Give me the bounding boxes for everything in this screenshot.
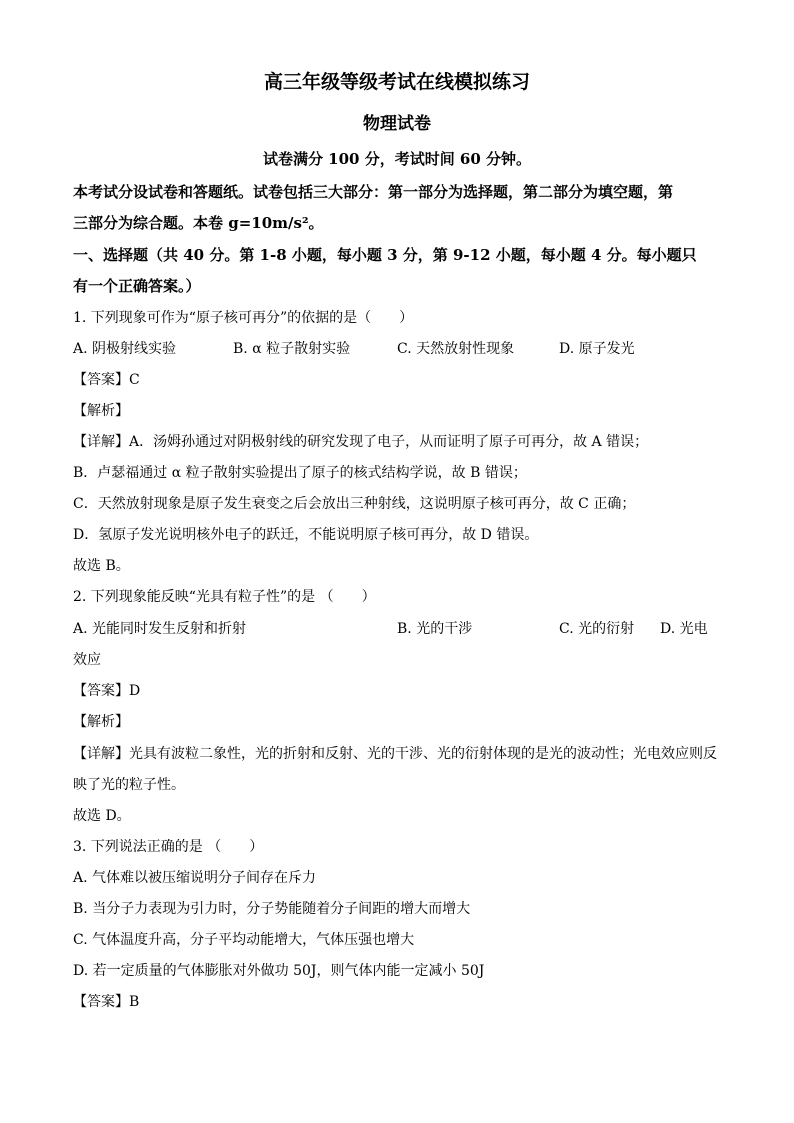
subject-title: 物理试卷 <box>363 114 431 134</box>
question-3-answer: 【答案】B <box>73 994 140 1010</box>
question-1-detail-line: D．氢原子发光说明核外电子的跃迁，不能说明原子核可再分，故 D 错误。 <box>73 527 539 543</box>
question-2-option-a: A. 光能同时发生反射和折射 <box>73 621 247 637</box>
question-1-stem: 1. 下列现象可作为“原子核可再分”的依据的是（ ） <box>73 310 414 326</box>
section-heading-line-1: 一、选择题（共 40 分。第 1-8 小题，每小题 3 分，第 9-12 小题，每小题 4 分。每小题只 <box>73 246 697 264</box>
question-3-option-d: D. 若一定质量的气体膨胀对外做功 50J，则气体内能一定减小 50J <box>73 963 485 979</box>
question-1-answer: 【答案】C <box>73 372 140 388</box>
question-1-option-b: B. α 粒子散射实验 <box>233 341 351 357</box>
question-2-answer: 【答案】D <box>73 683 141 699</box>
question-1-option-c: C. 天然放射性现象 <box>397 341 515 357</box>
question-2-conclusion: 故选 D。 <box>73 808 131 824</box>
instructions-line-1: 本考试分设试卷和答题纸。试卷包括三大部分：第一部分为选择题，第二部分为填空题，第 <box>73 183 674 201</box>
question-2-option-c: C. 光的衍射 <box>559 621 635 637</box>
question-2-analysis-label: 【解析】 <box>73 714 129 730</box>
instructions-line-2: 三部分为综合题。本卷 g=10m/s²。 <box>73 214 324 232</box>
exam-title: 高三年级等级考试在线模拟练习 <box>263 71 530 93</box>
question-1-detail-line: 【详解】A．汤姆孙通过对阴极射线的研究发现了电子，从而证明了原子可再分，故 A 错误； <box>73 434 649 450</box>
question-2-detail-line: 【详解】光具有波粒二象性，光的折射和反射、光的干涉、光的衍射体现的是光的波动性；光电效应则反 <box>73 746 717 762</box>
question-2-option-d: D. 光电 <box>660 621 708 637</box>
question-3-stem: 3. 下列说法正确的是 （ ） <box>73 839 264 855</box>
question-1-detail-line: B．卢瑟福通过 α 粒子散射实验提出了原子的核式结构学说，故 B 错误； <box>73 465 527 481</box>
question-2-stem: 2. 下列现象能反映“光具有粒子性”的是 （ ） <box>73 589 376 605</box>
section-heading-line-2: 有一个正确答案。） <box>73 277 201 295</box>
question-1-option-d: D. 原子发光 <box>559 341 635 357</box>
question-1-analysis-label: 【解析】 <box>73 403 129 419</box>
question-1-conclusion: 故选 B。 <box>73 558 130 574</box>
question-2-detail-line: 映了光的粒子性。 <box>73 777 185 793</box>
question-1-option-a: A. 阴极射线实验 <box>73 341 177 357</box>
question-2-option-d-wrap: 效应 <box>73 652 101 668</box>
exam-info: 试卷满分 100 分，考试时间 60 分钟。 <box>262 150 532 168</box>
question-3-option-a: A. 气体难以被压缩说明分子间存在斥力 <box>73 870 317 886</box>
question-3-option-b: B. 当分子力表现为引力时，分子势能随着分子间距的增大而增大 <box>73 901 471 917</box>
question-1-detail-line: C．天然放射现象是原子发生衰变之后会放出三种射线，这说明原子核可再分，故 C 正确； <box>73 496 636 512</box>
question-2-option-b: B. 光的干涉 <box>397 621 473 637</box>
question-3-option-c: C. 气体温度升高，分子平均动能增大，气体压强也增大 <box>73 932 415 948</box>
